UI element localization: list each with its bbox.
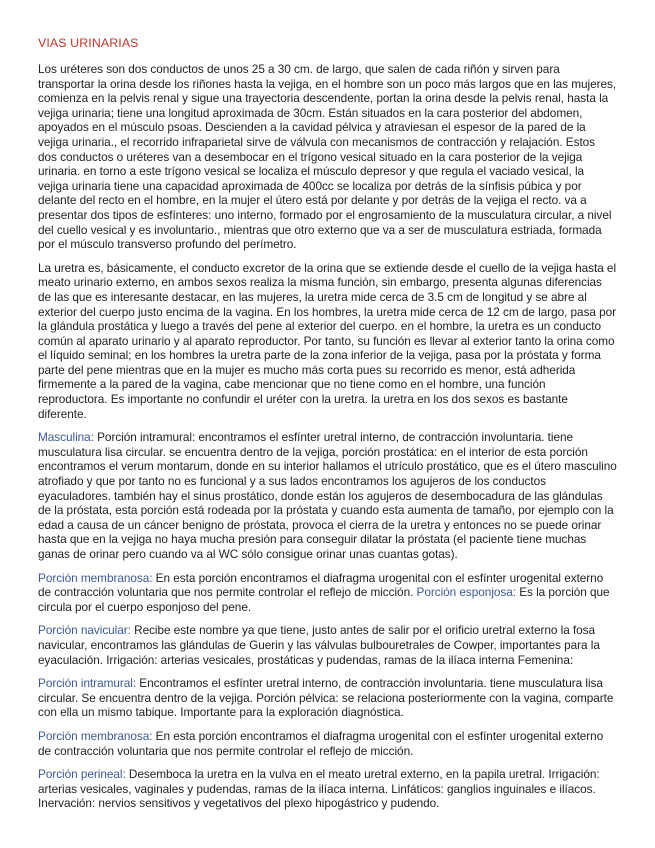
paragraph-text: En esta porción encontramos el diafragma urogenital con el esfínter urogenital externo de contracción voluntaria que nos permite controlar el reflejo de micción. — [38, 570, 604, 600]
paragraph-text: Desemboca la uretra en la vulva en el meato uretral externo, en la papila uretral. Irrigación: arterias vesicales, vaginales y pudendas, ramas de la ilíaca interna. Linfáticos: ganglios inguinales e ilíacos. Inervación: nervios sensitivos y vegetativos del plexo hipogástrico y pudendo. — [38, 767, 600, 811]
paragraph-lead: Porción membranosa: — [38, 570, 153, 585]
paragraph-masculina — [38, 430, 617, 561]
paragraph-text: Recibe este nombre ya que tiene, justo antes de salir por el orificio uretral externo la fosa navicular, encontramos las glándulas de Guerin y las válvulas bulbouretrales de Cowper, importantes para la eyaculación. Irrigación: arterias vesicales, prostáticas y pudendas, ramas de la ilíaca interna Femenina: — [38, 623, 600, 667]
paragraph-uretra — [38, 261, 617, 422]
paragraph-text: Encontramos el esfínter uretral interno, de contracción involuntaria. tiene musculatura lisa circular. Se encuentra dentro de la vejiga. Porción pélvica: se relaciona posteriormente con la vagina, comparte con ella un mismo tabique. Importante para la exploración diagnóstica. — [38, 676, 614, 720]
paragraph-porcion-intramural — [38, 676, 617, 720]
paragraph-text: Porción intramural: encontramos el esfínter uretral interno, de contracción involuntaria. tiene musculatura lisa circular. se encuentra dentro de la vejiga, porción prostática: en el interior de esta porción encontramos el verum montarum, donde en su interior hallamos el utrículo prostático, que es el útero masculino atrofiado y que por tanto no es funcional y a sus lados encontramos los agujeros de los conductos eyaculadores. también hay el sinus prostático, donde están los agujeros de desembocadura de las glándulas de la próstata, esta porción está rodeada por la próstata y cuando esta aumenta de tamaño, por ejemplo con la edad a causa de un cáncer benigno de próstata, provoca el cierra de la uretra y entonces no se puede orinar hasta que en la vejiga no haya mucha presión para conseguir dilatar la próstata (el paciente tiene muchas ganas de orinar pero cuando va al WC sólo consigue orinar unas cuantas gotas). — [38, 430, 617, 561]
paragraph-lead: Porción membranosa: — [38, 728, 153, 743]
paragraph-lead: Porción intramural: — [38, 676, 137, 691]
paragraph-lead-secondary: Porción esponjosa: — [416, 585, 516, 600]
paragraph-porcion-membranosa-femenina — [38, 729, 617, 758]
paragraph-lead: Masculina: — [38, 430, 94, 445]
paragraph-porcion-membranosa-masculina — [38, 571, 617, 615]
paragraph-text-secondary: Es la porción que circula por el cuerpo esponjoso del pene. — [38, 585, 610, 614]
document-title: VIAS URINARIAS — [38, 36, 139, 50]
paragraph-porcion-perineal — [38, 767, 617, 811]
paragraph-ureteres — [38, 62, 617, 252]
paragraph-text: Los uréteres son dos conductos de unos 25 a 30 cm. de largo, que salen de cada riñón y sirven para transportar la orina desde los riñones hasta la vejiga, en el hombre son un poco más largos que en las mujeres, comienza en la pelvis renal y sigue una trayectoria descendente, portan la orina desde la pelvis renal, hasta la vejiga urinaria; tiene una longitud aproximada de 30cm. Están situados en la cara posterior del abdomen, apoyados en el músculo psoas. Descienden a la cavidad pélvica y atraviesan el espesor de la pared de la vejiga urinaria., el recorrido infraparietal sirve de válvula con mecanismos de contracción y relajación. Estos dos conductos o uréteres van a desembocar en el trígono vesical situado en la cara posterior de la vejiga urinaria. en torno a este trígono vesical se localiza el músculo depresor y que regula el vaciado vesical, la vejiga urinaria tiene una capacidad aproximada de 400cc se localiza por detrás de la sínfisis púbica y por delante del recto en el hombre, en la mujer el útero está por delante y por detrás de la vejiga el recto. va a presentar dos tipos de esfínteres: uno interno, formado por el engrosamiento de la musculatura circular, a nivel del cuello vesical y es involuntario., mientras que otro externo que va a ser de musculatura estriada, formada por el músculo transverso profundo del perímetro. — [38, 62, 617, 252]
paragraph-lead: Porción navicular: — [38, 623, 131, 638]
paragraph-porcion-navicular — [38, 623, 617, 667]
paragraph-text: La uretra es, básicamente, el conducto excretor de la orina que se extiende desde el cuello de la vejiga hasta el meato urinario externo, en ambos sexos realiza la misma función, sin embargo, presenta algunas diferencias de las que es interesante destacar, en las mujeres, la uretra mide cerca de 3.5 cm de longitud y se abre al exterior del cuerpo justo encima de la vagina. En los hombres, la uretra mide cerca de 12 cm de largo, pasa por la glándula prostática y luego a través del pene al exterior del cuerpo. en el hombre, la uretra es un conducto común al aparato urinario y al aparato reproductor. Por tanto, su función es llevar al exterior tanto la orina como el líquido seminal; en los hombres la uretra parte de la zona inferior de la vejiga, pasa por la próstata y forma parte del pene mientras que en la mujer es mucho más corta pues su recorrido es menor, está adherida firmemente a la pared de la vagina, cabe mencionar que no tiene como en el hombre, una función reproductora. Es importante no confundir el uréter con la uretra. la uretra en los dos sexos es bastante diferente. — [38, 260, 617, 421]
paragraph-text: En esta porción encontramos el diafragma urogenital con el esfínter urogenital externo de contracción voluntaria que nos permite controlar el reflejo de micción. — [38, 728, 604, 758]
paragraph-lead: Porción perineal: — [38, 767, 126, 782]
